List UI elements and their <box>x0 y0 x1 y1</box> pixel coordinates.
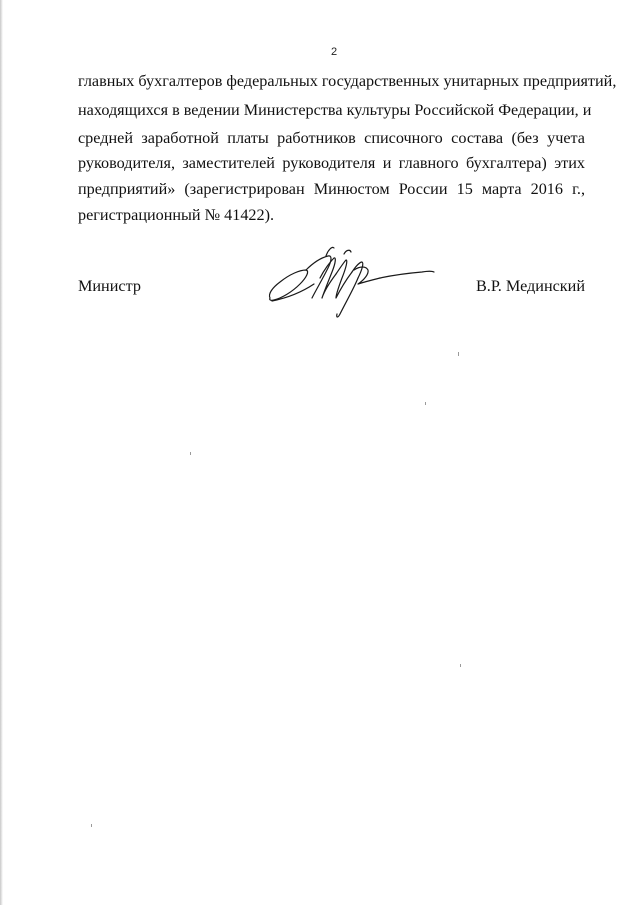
page-number: 2 <box>330 46 338 58</box>
scan-artifact <box>458 352 459 356</box>
signatory-name: В.Р. Мединский <box>475 277 585 295</box>
body-line: находящихся в ведении Министерства культуры Российской Федерации, и <box>78 101 592 119</box>
scan-artifact <box>190 452 191 455</box>
body-line: главных бухгалтеров федеральных государственных унитарных предприятий, <box>78 72 617 90</box>
body-line: предприятий» (зарегистрирован Минюстом России 15 марта 2016 г., <box>78 180 585 198</box>
body-line: руководителя, заместителей руководителя и главного бухгалтера) этих <box>78 154 585 172</box>
scan-edge-shadow <box>0 0 3 905</box>
scan-artifact <box>425 402 426 405</box>
handwritten-signature <box>262 240 437 320</box>
scan-artifact <box>460 664 461 667</box>
body-line: средней заработной платы работников списочного состава (без учета <box>78 129 585 147</box>
body-line: регистрационный № 41422). <box>78 206 275 224</box>
scan-artifact <box>91 824 92 827</box>
signatory-title: Министр <box>78 277 141 295</box>
